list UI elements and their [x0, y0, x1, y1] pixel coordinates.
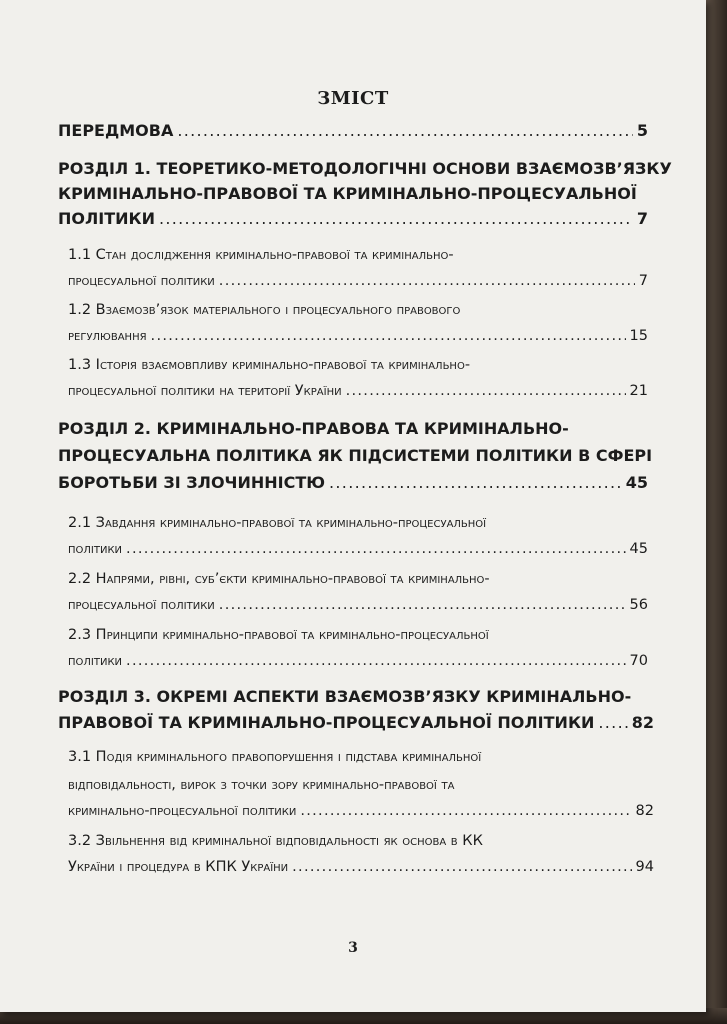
- subsection-text: 2.2 Напрями, рівні, суб’єкти кримінально-правової та кримінально-: [68, 571, 490, 587]
- subsection-text: 1.3 Історія взаємовпливу кримінально-правової та кримінально-: [68, 357, 471, 373]
- section-3-heading-text: РОЗДІЛ 3. ОКРЕМІ АСПЕКТИ ВЗАЄМОЗВ’ЯЗКУ КРИМІНАЛЬНО-: [58, 687, 632, 706]
- toc-entry-subsection-2-3[interactable]: [68, 648, 648, 674]
- subsection-3-1-line-1[interactable]: [68, 744, 481, 770]
- section-1-heading-line-1[interactable]: [58, 156, 672, 182]
- toc-entry-subsection-2-2[interactable]: [68, 592, 648, 618]
- dot-leader: [126, 536, 626, 562]
- toc-page-number: 70: [629, 653, 648, 669]
- toc-entry-subsection-3-1[interactable]: [68, 798, 654, 824]
- section-1-heading-text: КРИМІНАЛЬНО-ПРАВОВОЇ ТА КРИМІНАЛЬНО-ПРОЦЕСУАЛЬНОЇ: [58, 184, 637, 203]
- toc-entry-subsection-1-3[interactable]: [68, 378, 648, 404]
- section-2-heading-text: РОЗДІЛ 2. КРИМІНАЛЬНО-ПРАВОВА ТА КРИМІНАЛЬНО-: [58, 419, 569, 438]
- dot-leader: [159, 206, 633, 232]
- dot-leader: [126, 648, 626, 674]
- toc-entry-subsection-3-2[interactable]: [68, 854, 654, 880]
- subsection-text: 3.1 Подія кримінального правопорушення і підстава кримінальної: [68, 749, 482, 765]
- page-title: ЗМІСТ: [317, 88, 389, 109]
- toc-entry-text: України і процедура в КПК України: [68, 859, 289, 875]
- subsection-text: 1.1 Стан дослідження кримінально-правової та кримінально-: [68, 247, 454, 263]
- dot-leader: [329, 470, 622, 496]
- subsection-text: відповідальності, вирок з точки зору кримінально-правової та: [68, 777, 455, 793]
- dot-leader: [292, 854, 631, 880]
- toc-entry-section-1[interactable]: [58, 206, 648, 232]
- section-2-heading-text: ПРОЦЕСУАЛЬНА ПОЛІТИКА ЯК ПІДСИСТЕМИ ПОЛІТИКИ В СФЕРІ: [58, 446, 653, 465]
- subsection-1-2-line-1[interactable]: [68, 297, 460, 323]
- toc-entry-subsection-2-1[interactable]: [68, 536, 648, 562]
- toc-page-number: 7: [636, 209, 648, 228]
- dot-leader: [219, 592, 626, 618]
- page-number: 3: [348, 940, 358, 956]
- subsection-1-1-line-1[interactable]: [68, 242, 454, 268]
- toc-entry-subsection-1-1[interactable]: [68, 268, 648, 294]
- toc-page-number: 15: [629, 328, 648, 344]
- subsection-text: 1.2 Взаємозв’язок матеріального і процесуального правового: [68, 302, 461, 318]
- subsection-2-1-line-1[interactable]: [68, 510, 486, 536]
- toc-page-number: 56: [629, 597, 648, 613]
- toc-entry-text: процесуальної політики: [68, 597, 215, 613]
- section-2-heading-line-1[interactable]: [58, 416, 569, 442]
- toc-entry-preface[interactable]: [58, 118, 648, 144]
- subsection-2-3-line-1[interactable]: [68, 622, 489, 648]
- toc-entry-text: політики: [68, 541, 123, 557]
- toc-entry-text: кримінально-процесуальної політики: [68, 803, 297, 819]
- dot-leader: [300, 798, 631, 824]
- subsection-1-3-line-1[interactable]: [68, 352, 470, 378]
- toc-entry-text: регулювання: [68, 328, 147, 344]
- toc-page-number: 82: [631, 713, 654, 732]
- subsection-text: 3.2 Звільнення від кримінальної відповідальності як основа в КК: [68, 833, 483, 849]
- dot-leader: [219, 268, 635, 294]
- toc-page-number: 82: [635, 803, 654, 819]
- dot-leader: [346, 378, 626, 404]
- toc-entry-text: політики: [68, 653, 123, 669]
- toc-entry-text: процесуальної політики: [68, 273, 215, 289]
- toc-page-number: 5: [636, 121, 648, 140]
- toc-entry-section-2[interactable]: [58, 470, 648, 496]
- toc-entry-subsection-1-2[interactable]: [68, 323, 648, 349]
- toc-entry-text: БОРОТЬБИ ЗІ ЗЛОЧИННІСТЮ: [58, 473, 326, 492]
- section-1-heading-line-2[interactable]: [58, 181, 637, 207]
- subsection-3-1-line-2[interactable]: [68, 772, 454, 798]
- toc-entry-text: процесуальної політики на території України: [68, 383, 342, 399]
- toc-page-number: 21: [629, 383, 648, 399]
- subsection-3-2-line-1[interactable]: [68, 828, 483, 854]
- section-3-heading-line-1[interactable]: [58, 684, 631, 710]
- toc-page-number: 45: [625, 473, 648, 492]
- subsection-text: 2.3 Принципи кримінально-правової та кримінально-процесуальної: [68, 627, 489, 643]
- dot-leader: [598, 710, 627, 736]
- toc-entry-text: ПРАВОВОЇ ТА КРИМІНАЛЬНО-ПРОЦЕСУАЛЬНОЇ ПОЛІТИКИ: [58, 713, 595, 732]
- toc-page-number: 7: [638, 273, 648, 289]
- toc-entry-text: ПЕРЕДМОВА: [58, 121, 174, 140]
- dot-leader: [177, 118, 633, 144]
- subsection-2-2-line-1[interactable]: [68, 566, 490, 592]
- toc-entry-text: ПОЛІТИКИ: [58, 209, 156, 228]
- toc-page-number: 94: [635, 859, 654, 875]
- section-2-heading-line-2[interactable]: [58, 443, 652, 469]
- subsection-text: 2.1 Завдання кримінально-правової та кримінально-процесуальної: [68, 515, 487, 531]
- toc-entry-section-3[interactable]: [58, 710, 654, 736]
- toc-page-number: 45: [629, 541, 648, 557]
- dot-leader: [151, 323, 626, 349]
- section-1-heading-text: РОЗДІЛ 1. ТЕОРЕТИКО-МЕТОДОЛОГІЧНІ ОСНОВИ ВЗАЄМОЗВ’ЯЗКУ: [58, 159, 672, 178]
